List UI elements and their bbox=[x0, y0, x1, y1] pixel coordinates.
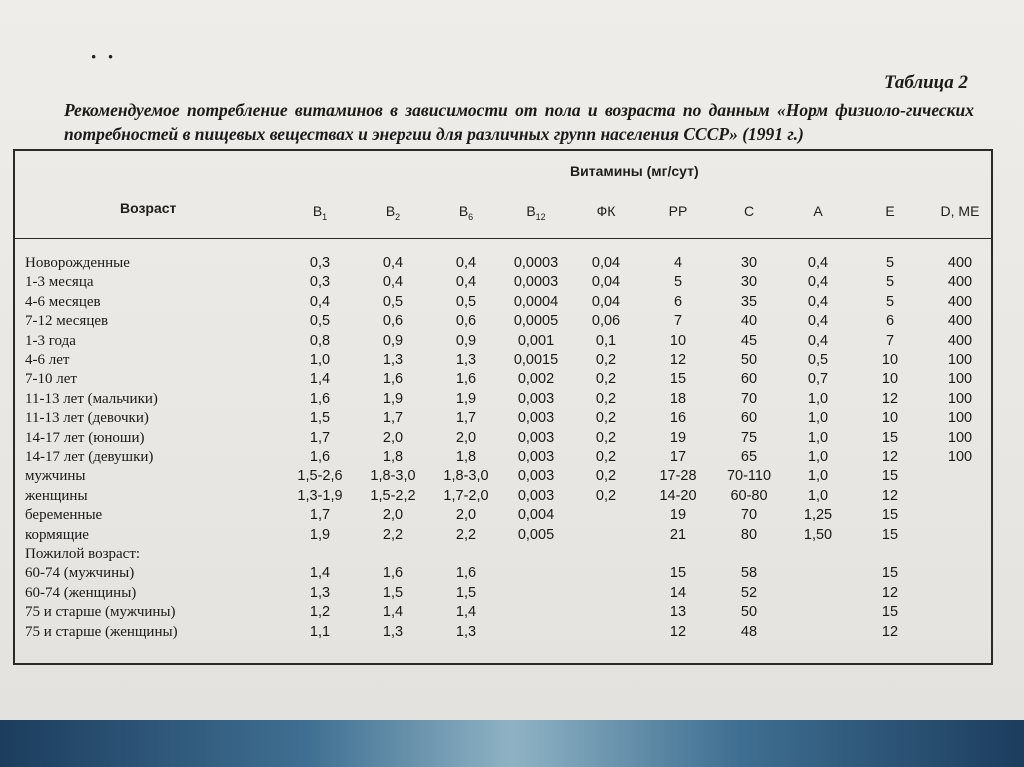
table-cell: 13 bbox=[669, 604, 687, 621]
table-cell: 15 bbox=[881, 507, 899, 524]
table-cell: 0,04 bbox=[591, 274, 621, 291]
age-group-label: 1-3 года bbox=[25, 332, 76, 349]
column-header-6 bbox=[648, 203, 708, 219]
column-header-base: C bbox=[743, 203, 755, 219]
table-cell: 60-80 bbox=[730, 487, 768, 504]
table-cell: 14-20 bbox=[659, 487, 697, 504]
column-header-subscript: 6 bbox=[468, 211, 474, 222]
table-cell: 1,0 bbox=[807, 410, 829, 427]
table-cell: 1,6 bbox=[455, 371, 477, 388]
column-header-2 bbox=[363, 203, 423, 222]
table-caption: Рекомендуемое потребление витаминов в зависимости от пола и возраста по данным «Норм физиоло-гических потребностей в пищевых веществах и энергии для различных групп населения СССР» (1991 г.) bbox=[64, 100, 974, 144]
table-cell: 5 bbox=[885, 293, 895, 310]
slide-footer-bar bbox=[0, 720, 1024, 767]
table-cell: 16 bbox=[669, 410, 687, 427]
column-header-subscript: 2 bbox=[395, 211, 401, 222]
table-cell: 0,003 bbox=[517, 410, 555, 427]
table-cell: 0,2 bbox=[595, 390, 617, 407]
table-cell: 1,9 bbox=[309, 526, 331, 543]
table-row bbox=[0, 488, 1000, 507]
table-cell: 1,6 bbox=[309, 390, 331, 407]
table-cell: 0,004 bbox=[517, 507, 555, 524]
age-group-label: 7-12 месяцев bbox=[25, 313, 109, 330]
table-cell: 0,6 bbox=[382, 313, 404, 330]
table-row bbox=[0, 604, 1000, 623]
table-cell: 1,4 bbox=[382, 604, 404, 621]
table-cell: 18 bbox=[669, 390, 687, 407]
table-cell: 0,4 bbox=[382, 274, 404, 291]
table-row bbox=[0, 274, 1000, 293]
table-cell: 0,2 bbox=[595, 352, 617, 368]
table-cell: 60 bbox=[740, 371, 758, 388]
column-header-base: B bbox=[526, 203, 536, 219]
column-header-subscript: 1 bbox=[322, 211, 328, 222]
table-cell: 1,0 bbox=[807, 487, 829, 504]
table-row bbox=[0, 333, 1000, 352]
table-cell: 0,0003 bbox=[513, 274, 559, 291]
table-cell: 1,6 bbox=[382, 371, 404, 388]
table-cell: 1,3 bbox=[382, 352, 404, 368]
column-header-base: ФК bbox=[596, 203, 616, 219]
table-cell: 5 bbox=[885, 274, 895, 291]
table-cell: 2,0 bbox=[455, 429, 477, 446]
table-cell: 2,2 bbox=[455, 526, 477, 543]
table-cell: 19 bbox=[669, 429, 687, 446]
table-cell: 100 bbox=[947, 390, 973, 407]
table-cell: 0,2 bbox=[595, 487, 617, 504]
column-header-base: B bbox=[312, 203, 323, 219]
table-cell: 1,3-1,9 bbox=[297, 487, 343, 504]
table-cell: 12 bbox=[881, 449, 899, 465]
table-cell: 50 bbox=[740, 352, 758, 368]
table-cell: 1,1 bbox=[309, 623, 331, 640]
table-cell: 0,2 bbox=[595, 468, 617, 485]
table-cell: 40 bbox=[740, 313, 758, 330]
table-cell: 100 bbox=[947, 449, 973, 465]
table-cell: 10 bbox=[881, 352, 899, 368]
table-cell: 0,5 bbox=[309, 313, 331, 330]
table-cell: 45 bbox=[740, 332, 758, 349]
table-cell: 1,7 bbox=[455, 410, 477, 427]
table-cell: 100 bbox=[947, 371, 973, 388]
table-cell: 1,0 bbox=[807, 390, 829, 407]
column-header-5 bbox=[576, 203, 636, 219]
table-cell: 7 bbox=[885, 332, 895, 349]
table-cell: 15 bbox=[669, 565, 687, 582]
table-cell: 0,2 bbox=[595, 410, 617, 427]
table-cell: 1,50 bbox=[803, 526, 833, 543]
table-row bbox=[0, 313, 1000, 332]
age-group-label: Пожилой возраст: bbox=[25, 546, 141, 562]
table-cell: 0,003 bbox=[517, 468, 555, 485]
table-cell: 10 bbox=[881, 371, 899, 388]
table-cell: 50 bbox=[740, 604, 758, 621]
table-cell: 2,0 bbox=[382, 507, 404, 524]
table-cell: 0,3 bbox=[309, 255, 331, 271]
table-cell: 1,0 bbox=[807, 468, 829, 485]
table-cell: 1,4 bbox=[309, 371, 331, 388]
age-group-label: 4-6 лет bbox=[25, 352, 70, 368]
table-cell: 48 bbox=[740, 623, 758, 640]
table-row bbox=[0, 468, 1000, 487]
table-cell: 0,9 bbox=[455, 332, 477, 349]
table-cell: 0,003 bbox=[517, 390, 555, 407]
table-cell: 0,001 bbox=[517, 332, 555, 349]
table-cell: 1,8-3,0 bbox=[443, 468, 489, 485]
table-row bbox=[0, 449, 1000, 468]
table-cell: 10 bbox=[669, 332, 687, 349]
table-cell: 5 bbox=[885, 255, 895, 271]
table-cell: 4 bbox=[673, 255, 683, 271]
table-row bbox=[0, 294, 1000, 313]
table-cell: 100 bbox=[947, 352, 973, 368]
column-header-7 bbox=[719, 203, 779, 219]
age-group-label: мужчины bbox=[25, 468, 86, 485]
table-cell: 70-110 bbox=[726, 468, 772, 485]
table-cell: 0,4 bbox=[807, 293, 829, 310]
table-cell: 6 bbox=[885, 313, 895, 330]
table-cell: 15 bbox=[881, 468, 899, 485]
table-cell: 0,0004 bbox=[513, 293, 559, 310]
age-group-label: кормящие bbox=[25, 526, 89, 543]
age-group-label: 1-3 месяца bbox=[25, 274, 94, 291]
table-cell: 12 bbox=[881, 623, 899, 640]
table-cell: 0,0005 bbox=[513, 313, 559, 330]
table-cell: 1,0 bbox=[309, 352, 331, 368]
table-cell: 1,7 bbox=[309, 507, 331, 524]
age-group-label: 60-74 (мужчины) bbox=[25, 565, 135, 582]
age-group-label: 14-17 лет (юноши) bbox=[25, 429, 145, 446]
table-cell: 1,5-2,6 bbox=[297, 468, 343, 485]
column-header-base: B bbox=[458, 203, 469, 219]
table-cell: 1,8 bbox=[455, 449, 477, 465]
table-cell: 0,2 bbox=[595, 449, 617, 465]
age-group-label: 7-10 лет bbox=[25, 371, 77, 388]
table-cell: 0,3 bbox=[309, 274, 331, 291]
table-cell: 0,4 bbox=[455, 255, 477, 271]
table-cell: 1,5 bbox=[309, 410, 331, 427]
table-row bbox=[0, 624, 1000, 643]
column-header-4 bbox=[506, 203, 566, 222]
table-cell: 400 bbox=[947, 313, 973, 330]
table-cell: 1,9 bbox=[382, 390, 404, 407]
table-cell: 17-28 bbox=[659, 468, 697, 485]
table-cell: 17 bbox=[669, 449, 687, 465]
column-header-1 bbox=[290, 203, 350, 222]
table-cell: 0,2 bbox=[595, 371, 617, 388]
table-cell: 2,0 bbox=[382, 429, 404, 446]
table-cell: 1,25 bbox=[803, 507, 833, 524]
table-cell: 7 bbox=[673, 313, 683, 330]
table-cell: 400 bbox=[947, 274, 973, 291]
table-cell: 0,06 bbox=[591, 313, 621, 330]
table-cell: 1,9 bbox=[455, 390, 477, 407]
table-cell: 0,4 bbox=[309, 293, 331, 310]
table-cell: 15 bbox=[881, 604, 899, 621]
table-cell: 35 bbox=[740, 293, 758, 310]
column-header-3 bbox=[436, 203, 496, 222]
table-cell: 0,6 bbox=[455, 313, 477, 330]
table-cell: 400 bbox=[947, 332, 973, 349]
table-cell: 0,4 bbox=[807, 255, 829, 271]
table-cell: 2,2 bbox=[382, 526, 404, 543]
table-cell: 52 bbox=[740, 584, 758, 601]
table-cell: 1,3 bbox=[382, 623, 404, 640]
vitamins-header: Витамины (мг/сут) bbox=[570, 163, 699, 179]
table-cell: 30 bbox=[740, 255, 758, 271]
table-cell: 0,003 bbox=[517, 429, 555, 446]
table-cell: 1,3 bbox=[309, 584, 331, 601]
table-cell: 0,0003 bbox=[513, 255, 559, 271]
table-cell: 1,3 bbox=[455, 352, 477, 368]
table-cell: 15 bbox=[881, 565, 899, 582]
age-group-label: 75 и старше (мужчины) bbox=[25, 604, 176, 621]
age-group-label: 11-13 лет (девочки) bbox=[25, 410, 149, 427]
table-cell: 0,04 bbox=[591, 255, 621, 271]
table-row bbox=[0, 391, 1000, 410]
table-cell: 30 bbox=[740, 274, 758, 291]
column-header-base: PP bbox=[668, 203, 688, 219]
column-header-subscript: 12 bbox=[535, 211, 546, 222]
column-header-10 bbox=[930, 203, 990, 219]
table-cell: 15 bbox=[881, 429, 899, 446]
table-cell: 2,0 bbox=[455, 507, 477, 524]
table-cell: 0,4 bbox=[382, 255, 404, 271]
table-cell: 0,4 bbox=[807, 332, 829, 349]
table-cell: 0,5 bbox=[382, 293, 404, 310]
table-row bbox=[0, 430, 1000, 449]
table-cell: 0,0015 bbox=[513, 352, 559, 368]
table-cell: 400 bbox=[947, 293, 973, 310]
table-cell: 100 bbox=[947, 429, 973, 446]
table-cell: 1,6 bbox=[309, 449, 331, 465]
table-cell: 400 bbox=[947, 255, 973, 271]
table-cell: 100 bbox=[947, 410, 973, 427]
table-cell: 21 bbox=[669, 526, 687, 543]
table-cell: 12 bbox=[881, 584, 899, 601]
table-cell: 1,2 bbox=[309, 604, 331, 621]
table-cell: 15 bbox=[669, 371, 687, 388]
table-cell: 1,7 bbox=[309, 429, 331, 446]
column-header-base: B bbox=[385, 203, 396, 219]
table-row bbox=[0, 565, 1000, 584]
table-row bbox=[0, 585, 1000, 604]
table-cell: 1,0 bbox=[807, 429, 829, 446]
table-cell: 12 bbox=[669, 352, 687, 368]
table-cell: 70 bbox=[740, 390, 758, 407]
age-group-label: 11-13 лет (мальчики) bbox=[25, 390, 158, 407]
table-cell: 12 bbox=[881, 487, 899, 504]
table-cell: 1,5 bbox=[455, 584, 477, 601]
table-cell: 12 bbox=[669, 623, 687, 640]
table-cell: 0,003 bbox=[517, 487, 555, 504]
age-group-label: 14-17 лет (девушки) bbox=[25, 449, 154, 465]
table-cell: 0,5 bbox=[455, 293, 477, 310]
header-divider bbox=[14, 238, 992, 239]
table-cell: 80 bbox=[740, 526, 758, 543]
age-group-label: беременные bbox=[25, 507, 103, 524]
table-cell: 0,2 bbox=[595, 429, 617, 446]
table-cell: 60 bbox=[740, 410, 758, 427]
column-header-base: E bbox=[885, 203, 895, 219]
age-group-label: Новорожденные bbox=[25, 255, 130, 271]
table-cell: 0,5 bbox=[807, 352, 829, 368]
table-cell: 0,4 bbox=[455, 274, 477, 291]
scan-dots: · · bbox=[90, 44, 117, 69]
age-group-label: женщины bbox=[25, 487, 88, 504]
table-cell: 1,7 bbox=[382, 410, 404, 427]
age-group-label: 75 и старше (женщины) bbox=[25, 623, 178, 640]
table-cell: 1,4 bbox=[309, 565, 331, 582]
table-row bbox=[0, 410, 1000, 429]
table-row bbox=[0, 371, 1000, 390]
table-cell: 1,0 bbox=[807, 449, 829, 465]
table-cell: 58 bbox=[740, 565, 758, 582]
table-cell: 15 bbox=[881, 526, 899, 543]
column-header-base: D, ME bbox=[940, 203, 980, 219]
table-row bbox=[0, 546, 1000, 565]
table-cell: 75 bbox=[740, 429, 758, 446]
table-number: Таблица 2 bbox=[883, 72, 968, 93]
table-cell: 1,6 bbox=[382, 565, 404, 582]
table-cell: 65 bbox=[740, 449, 758, 465]
table-cell: 0,003 bbox=[517, 449, 555, 465]
table-row bbox=[0, 255, 1000, 274]
table-cell: 6 bbox=[673, 293, 683, 310]
table-row bbox=[0, 527, 1000, 546]
table-cell: 5 bbox=[673, 274, 683, 291]
table-cell: 1,5-2,2 bbox=[370, 487, 416, 504]
table-cell: 0,1 bbox=[595, 332, 617, 349]
table-cell: 0,04 bbox=[591, 293, 621, 310]
table-cell: 0,7 bbox=[807, 371, 829, 388]
table-cell: 0,002 bbox=[517, 371, 555, 388]
table-cell: 14 bbox=[669, 584, 687, 601]
table-cell: 1,3 bbox=[455, 623, 477, 640]
table-cell: 0,4 bbox=[807, 274, 829, 291]
table-cell: 0,8 bbox=[309, 332, 331, 349]
column-header-9 bbox=[860, 203, 920, 219]
age-group-label: 4-6 месяцев bbox=[25, 293, 101, 310]
table-row bbox=[0, 507, 1000, 526]
table-cell: 12 bbox=[881, 390, 899, 407]
table-cell: 70 bbox=[740, 507, 758, 524]
table-cell: 1,8-3,0 bbox=[370, 468, 416, 485]
age-header: Возраст bbox=[120, 200, 177, 216]
table-cell: 0,9 bbox=[382, 332, 404, 349]
table-cell: 1,5 bbox=[382, 584, 404, 601]
column-header-base: A bbox=[813, 203, 823, 219]
table-cell: 1,6 bbox=[455, 565, 477, 582]
table-cell: 0,005 bbox=[517, 526, 555, 543]
table-cell: 1,8 bbox=[382, 449, 404, 465]
column-header-8 bbox=[788, 203, 848, 219]
table-cell: 10 bbox=[881, 410, 899, 427]
table-cell: 0,4 bbox=[807, 313, 829, 330]
table-cell: 1,7-2,0 bbox=[443, 487, 489, 504]
table-row bbox=[0, 352, 1000, 371]
table-cell: 1,4 bbox=[455, 604, 477, 621]
table-cell: 19 bbox=[669, 507, 687, 524]
age-group-label: 60-74 (женщины) bbox=[25, 584, 137, 601]
